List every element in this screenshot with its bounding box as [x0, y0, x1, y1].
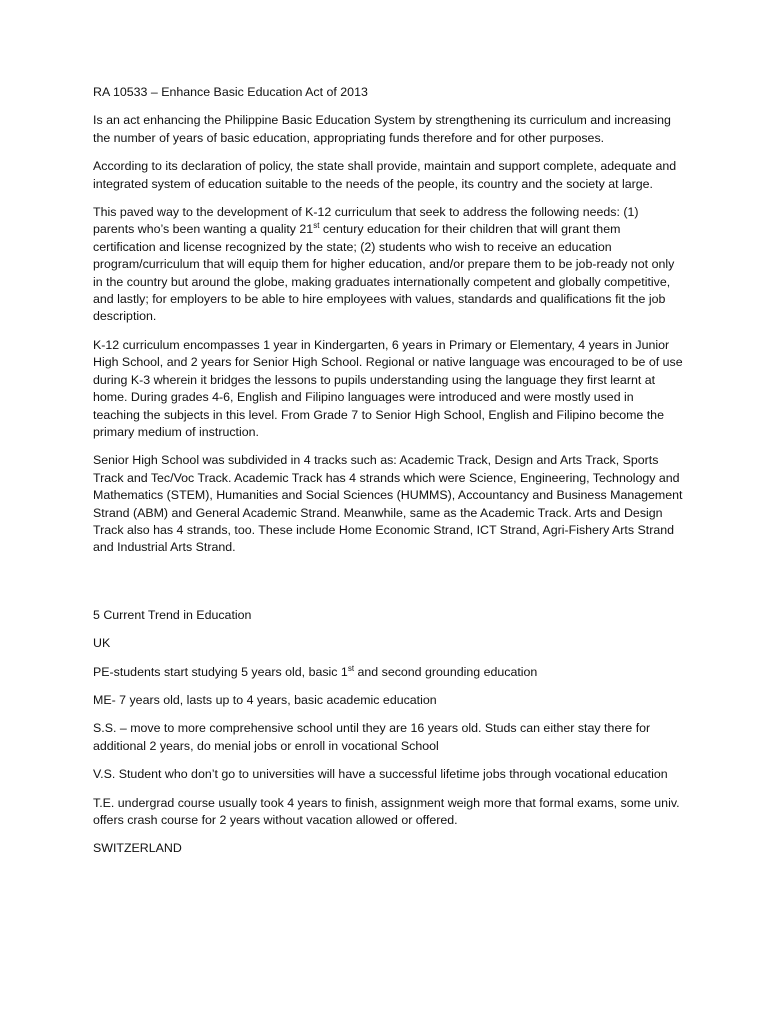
uk-middle-education: ME- 7 years old, lasts up to 4 years, basic academic education [93, 692, 437, 707]
section-gap [93, 568, 683, 607]
uk-primary-part2: and second grounding education [354, 664, 538, 679]
country-heading-uk: UK [93, 636, 111, 651]
uk-primary-part1: PE-students start studying 5 years old, basic 1 [93, 664, 348, 679]
uk-primary-education [93, 664, 683, 681]
paragraph-k12-needs [93, 204, 683, 326]
superscript-st: st [347, 663, 355, 673]
paragraph-intro: Is an act enhancing the Philippine Basic Education System by strengthening its curriculum and increasing the number of years of basic education, appropriating funds therefore and for other purposes. [93, 113, 671, 145]
paragraph-k12-structure: K-12 curriculum encompasses 1 year in Kindergarten, 6 years in Primary or Elementary, 4 years in Junior High School, and 2 years for Senior High School. Regional or native language was encouraged to be of use during K-3 wherein it bridges the lessons to pupils understanding using the language they first learnt at home. During grades 4-6, English and Filipino languages were introduced and were mostly used in teaching the subjects in this level. From Grade 7 to Senior High School, English and Filipino become the primary medium of instruction. [93, 337, 683, 439]
paragraph-k12-needs-part1: This paved way to the development of K-12 curriculum that seek to address the following needs: (1) parents who’s been wanting a quality 21 [93, 205, 639, 237]
paragraph-k12-needs-part2: century education for their children that will grant them certification and license recognized by the state; (2) students who wish to receive an education program/curriculum that will equip them for higher education, and/or prepare them to be job-ready not only in the country but around the globe, making graduates internationally competent and globally competitive, and lastly; for employers to be able to hire employees with values, standards and qualifications fit the job description. [93, 222, 675, 324]
document-page [93, 84, 683, 869]
superscript-st: st [313, 221, 320, 231]
uk-vocational-school: V.S. Student who don’t go to universities will have a successful lifetime jobs through vocational education [93, 767, 668, 782]
document-title: RA 10533 – Enhance Basic Education Act of 2013 [93, 85, 368, 99]
paragraph-senior-high: Senior High School was subdivided in 4 tracks such as: Academic Track, Design and Arts Track, Sports Track and Tec/Voc Track. Academic Track has 4 strands which were Science, Engineering, Technology and Mathematics (STEM), Humanities and Social Sciences (HUMMS), Accountancy and Business Management Strand (ABM) and General Academic Strand. Meanwhile, same as the Academic Track. Arts and Design Track also has 4 strands, too. These include Home Economic Strand, ICT Strand, Agri-Fishery Arts Strand and Industrial Arts Strand. [93, 453, 683, 555]
trend-heading: 5 Current Trend in Education [93, 607, 252, 622]
uk-tertiary-education: T.E. undergrad course usually took 4 years to finish, assignment weigh more that formal exams, some univ. offers crash course for 2 years without vacation allowed or offered. [93, 795, 680, 827]
uk-secondary-school: S.S. – move to more comprehensive school until they are 16 years old. Studs can either stay there for additional 2 years, do menial jobs or enroll in vocational School [93, 721, 651, 753]
paragraph-policy: According to its declaration of policy, the state shall provide, maintain and support complete, adequate and integrated system of education suitable to the needs of the people, its country and the society at large. [93, 159, 677, 191]
country-heading-switzerland: SWITZERLAND [93, 841, 182, 856]
